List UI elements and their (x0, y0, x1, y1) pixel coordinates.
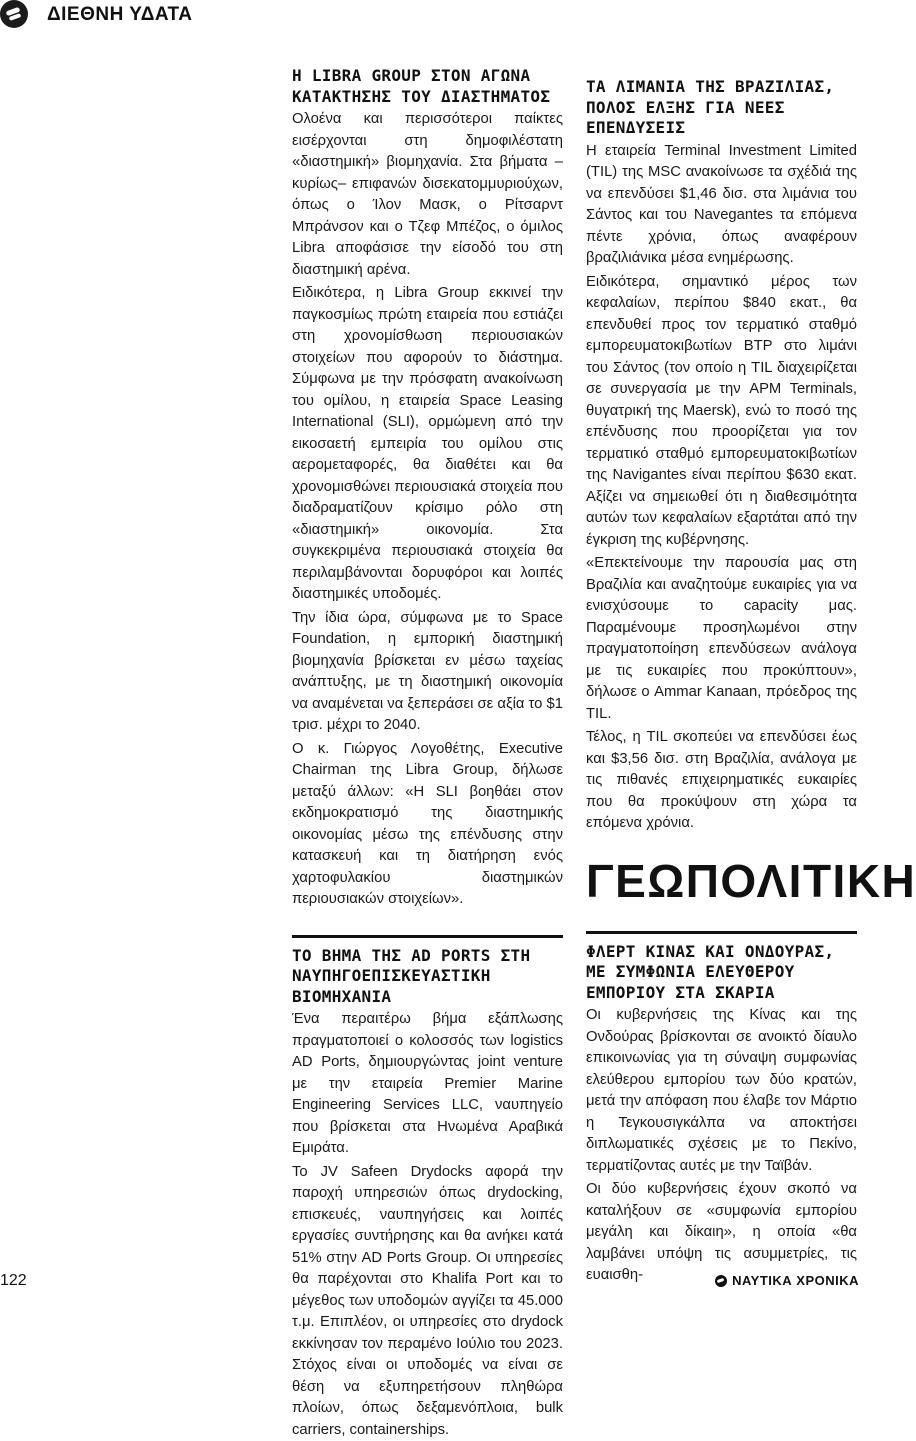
wave-icon (715, 1275, 727, 1287)
brand-name: ΝΑΥΤΙΚΑ ΧΡΟΝΙΚΑ (732, 1273, 859, 1288)
section-title: ΔΙΕΘΝΗ ΥΔΑΤΑ (47, 4, 192, 26)
section-divider (292, 935, 563, 938)
page-number: 122 (0, 1272, 27, 1290)
footer-brand (715, 1273, 859, 1288)
paragraph: «Επεκτείνουμε την παρουσία μας στη Βραζιλία και αναζητούμε ευκαιρίες για να ενισχύσουμε το capacity μας. Παραμένουμε προσηλωμένοι στην πραγματοποίηση επενδύσεων ανάλογα με τις ευκαιρίες που προκύπτουν», δήλωσε ο Ammar Kanaan, πρόεδρος της TIL. (586, 553, 857, 725)
paragraph: Οι κυβερνήσεις της Κίνας και της Ονδούρας βρίσκονται σε ανοικτό δίαυλο επικοινωνίας για τη σύναψη συμφωνίας ελεύθερου εμπορίου των δύο κρατών, μετά την απόφαση που έλαβε τον Μάρτιο η Τεγκουσιγκάλπα να αποκτήσει διπλωματικές σχέσεις με το Πεκίνο, τερματίζοντας αυτές με την Ταϊβάν. (586, 1005, 857, 1177)
paragraph: Ολοένα και περισσότεροι παίκτες εισέρχονται στη δημοφιλέστατη «διαστημική» βιομηχανία. Στα βήματα –κυρίως– επιφανών δισεκατομμυριούχων, όπως ο Ίλον Μασκ, ο Ρίτσαρντ Μπράνσον και ο Τζεφ Μπέζος, ο όμιλος Libra αποφάσισε την είσοδό του στη διαστημική αρένα. (292, 109, 563, 281)
article-heading-libra: Η LIBRA GROUP ΣΤΟΝ ΑΓΩΝΑ ΚΑΤΑΚΤΗΣΗΣ ΤΟΥ ΔΙΑΣΤΗΜΑΤΟΣ (292, 66, 563, 107)
paragraph: Ειδικότερα, σημαντικό μέρος των κεφαλαίων, περίπου $840 εκατ., θα επενδυθεί προς τον τερματικό σταθμό εμπορευματοκιβωτίων BTP στο λιμάνι του Σάντος (τον οποίο η TIL διαχειρίζεται σε συνεργασία με την APM Terminals, θυγατρική της Maersk), ενώ το ποσό της επένδυσης που προορίζεται για τον τερματικό σταθμό εμπορευματοκιβωτίων της Navigantes είναι περίπου $630 εκατ. Αξίζει να σημειωθεί ότι η διαθεσιμότητα αυτών των κεφαλαίων εξαρτάται από την έγκριση της κυβέρνησης. (586, 272, 857, 552)
paragraph: Ο κ. Γιώργος Λογοθέτης, Executive Chairman της Libra Group, δήλωσε μεταξύ άλλων: «Η SLI βοηθάει στον εκδημοκρατισμό της διαστημικής οικονομίας μέσω της επένδυσης στην κατασκευή και τη διατήρηση ενός χαρτοφυλακίου διαστημικών περιουσιακών στοιχείων». (292, 739, 563, 911)
paragraph: Ειδικότερα, η Libra Group εκκινεί την παγκοσμίως πρώτη εταιρεία που εστιάζει στη χρονομίσθωση περιουσιακών στοιχείων που αφορούν το διάστημα. Σύμφωνα με την πρόσφατη ανακοίνωση του ομίλου, η εταιρεία Space Leasing International (SLI), ορμώμενη από την εικοσαετή εμπειρία του ομίλου στις αερομεταφορές, θα διαθέτει και θα χρονομισθώνει περιουσιακά στοιχεία που διαδραματίζουν κρίσιμο ρόλο στη «διαστημική» οικονομία. Στα συγκεκριμένα περιουσιακά στοιχεία θα περιλαμβάνονται δορυφόροι και λοιπές διαστημικές υποδομές. (292, 283, 563, 606)
paragraph: Την ίδια ώρα, σύμφωνα με το Space Foundation, η εμπορική διαστημική βιομηχανία βρίσκεται εν μέσω ταχείας ανάπτυξης, με τη διαστημική οικονομία να αναμένεται να ξεπεράσει σε αξία το $1 τρισ. μέχρι το 2040. (292, 608, 563, 737)
article-heading-brazil: ΤΑ ΛΙΜΑΝΙΑ ΤΗΣ ΒΡΑΖΙΛΙΑΣ, ΠΟΛΟΣ ΕΛΞΗΣ ΓΙΑ ΝΕΕΣ ΕΠΕΝΔΥΣΕΙΣ (586, 77, 857, 139)
article-heading-china: ΦΛΕΡΤ ΚΙΝΑΣ ΚΑΙ ΟΝΔΟΥΡΑΣ, ΜΕ ΣΥΜΦΩΝΙΑ ΕΛΕΥΘΕΡΟΥ ΕΜΠΟΡΙΟΥ ΣΤΑ ΣΚΑΡΙΑ (586, 942, 857, 1004)
paragraph: Τέλος, η TIL σκοπεύει να επενδύσει έως και $3,56 δισ. στη Βραζιλία, ανάλογα με τις πιθανές επιχειρηματικές ευκαιρίες που θα προκύψουν στη χώρα τα επόμενα χρόνια. (586, 727, 857, 835)
section-divider (586, 931, 857, 934)
wave-icon (0, 0, 28, 28)
paragraph: Ένα περαιτέρω βήμα εξάπλωσης πραγματοποιεί ο κολοσσός των logistics AD Ports, δημιουργώντας joint venture με την εταιρεία Premier Marine Engineering Services LLC, ναυπηγείο που βρίσκεται στα Ηνωμένα Αραβικά Εμιράτα. (292, 1009, 563, 1160)
column-right (586, 66, 857, 1289)
article-heading-adports: ΤΟ ΒΗΜΑ ΤΗΣ AD PORTS ΣΤΗ ΝΑΥΠΗΓΟΕΠΙΣΚΕΥΑΣΤΙΚΗ ΒΙΟΜΗΧΑΝΙΑ (292, 946, 563, 1008)
column-left (292, 66, 563, 1266)
paragraph: Η εταιρεία Terminal Investment Limited (TIL) της MSC ανακοίνωσε τα σχέδιά της να επενδύσει $1,46 δισ. στα λιμάνια του Σάντος και του Navegantes τα επόμενα πέντε χρόνια, όπως αναφέρουν βραζιλιάνικα μέσα ενημέρωσης. (586, 141, 857, 270)
paragraph: Οι δύο κυβερνήσεις έχουν σκοπό να καταλήξουν σε «συμφωνία εμπορίου μεγάλη και δίκαιη», η οποία «θα λαμβάνει υπόψη τις ασυμμετρίες, τις ευαισθη- (586, 1179, 857, 1287)
paragraph: Το JV Safeen Drydocks αφορά την παροχή υπηρεσιών όπως drydocking, επισκευές, ναυπηγήσεις και λοιπές εργασίες συντήρησης και θα ανήκει κατά 51% στην AD Ports Group. Οι υπηρεσίες θα παρέχονται στο Khalifa Port και το μέγεθος των υποδομών αγγίζει τα 45.000 τ.μ. Επιπλέον, οι υπηρεσίες στο drydock εκκίνησαν τον περαμένο Ιούλιο του 2023. Στόχος είναι οι υποδομές να είναι σε θέση να εξυπηρετήσουν πληθώρα πλοίων, όπως δεξαμενόπλοια, bulk carriers, containerships. (292, 1162, 563, 1441)
geopolitics-title: ΓΕΩΠΟΛΙΤΙΚΗ (586, 855, 857, 907)
